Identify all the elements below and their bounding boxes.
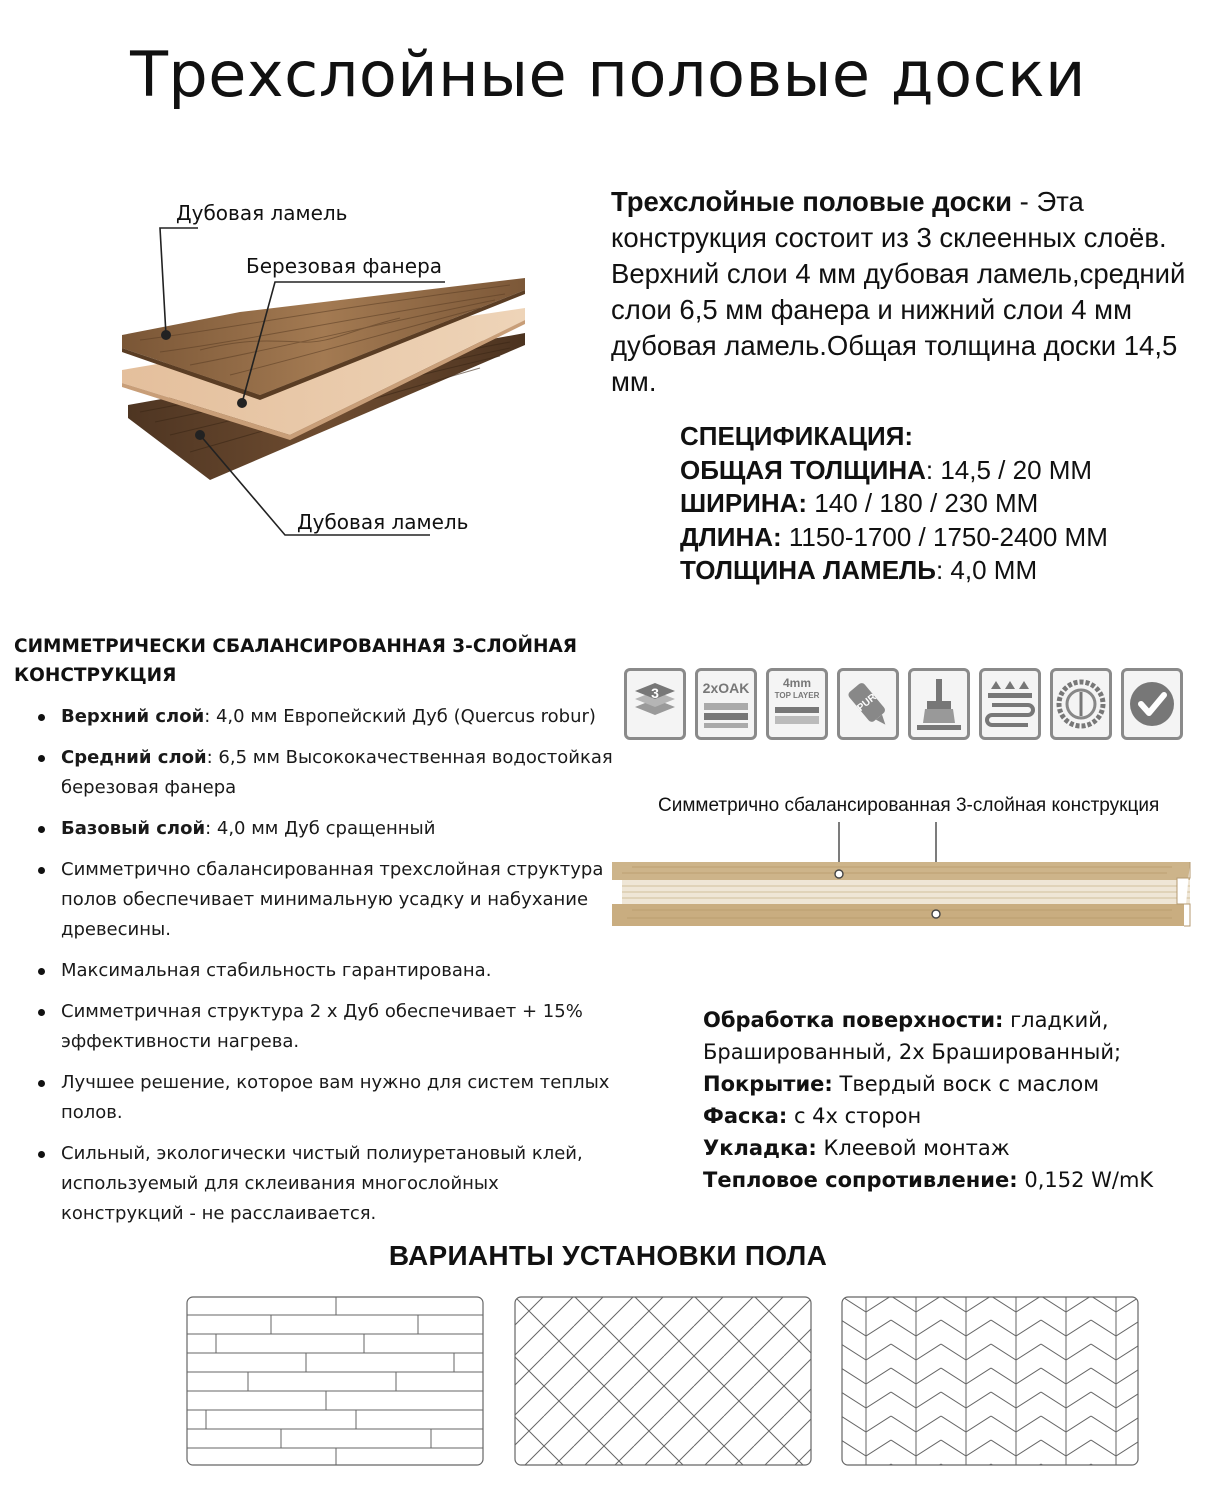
surface-key: Тепловое сопротивление:	[703, 1168, 1018, 1192]
list-item-text: Симметрично сбалансированная трехслойная структура полов обеспечивает минимальную усадку и набухание древесины.	[61, 859, 604, 940]
list-item-text: Сильный, экологически чистый полиуретановый клей, используемый для склеивания многослойных конструкций - не расслаивается.	[61, 1143, 583, 1224]
icon-text: 3	[651, 685, 659, 701]
spec-sep: :	[925, 454, 941, 485]
spec-row	[680, 454, 1108, 488]
label-top-oak: Дубовая ламель	[176, 201, 348, 225]
spec-value: 4,0 ММ	[950, 555, 1038, 585]
surface-key: Покрытие:	[703, 1072, 833, 1096]
install-heading: ВАРИАНТЫ УСТАНОВКИ ПОЛА	[388, 1240, 828, 1271]
herringbone-pattern	[514, 1296, 812, 1466]
surface-row	[703, 1068, 1203, 1100]
surface-key: Укладка:	[703, 1136, 817, 1160]
spec-heading: СПЕЦИФИКАЦИЯ:	[680, 421, 914, 451]
spec-row	[680, 487, 1108, 521]
symmetric-heading: СИММЕТРИЧЕСКИ СБАЛАНСИРОВАННАЯ 3-СЛОЙНАЯ КОНСТРУКЦИЯ	[14, 636, 578, 686]
surface-row	[703, 1004, 1203, 1068]
plank-pattern	[186, 1296, 484, 1466]
board-caption: Симметрично сбалансированная 3-слойная конструкция	[658, 795, 1160, 816]
list-item-bold: Базовый слой	[61, 818, 206, 839]
list-item	[14, 1068, 626, 1128]
list-item	[14, 997, 626, 1057]
spec-key: ШИРИНА:	[680, 488, 808, 518]
spec-value: 1150-1700 / 1750-2400 ММ	[788, 521, 1108, 552]
spec-row	[680, 521, 1108, 555]
list-item-bold: Средний слой	[61, 747, 207, 768]
list-item	[14, 855, 626, 945]
list-item-text: : 6,5 мм Высококачественная водостойкая березовая фанера	[61, 747, 613, 798]
surface-value: Твердый воск с маслом	[832, 1072, 1100, 1096]
underfloor-heating-icon	[979, 668, 1041, 740]
page-title: Трехслойные половые доски	[130, 38, 1086, 111]
icon-text: 4mm	[782, 676, 812, 690]
brush-icon	[908, 668, 970, 740]
label-bottom-oak: Дубовая ламель	[297, 510, 469, 534]
stability-ring-icon	[1050, 668, 1112, 740]
spec-key: ДЛИНА:	[680, 521, 782, 552]
list-item	[14, 814, 626, 844]
surface-row	[703, 1164, 1203, 1196]
spec-value: 140 / 180 / 230 ММ	[814, 488, 1039, 518]
spec-sep: :	[935, 555, 951, 585]
surface-value: Клеевой монтаж	[816, 1136, 1010, 1160]
list-item-text: : 4,0 мм Европейский Дуб (Quercus robur)	[204, 706, 596, 727]
surface-value: 0,152 W/mK	[1017, 1168, 1154, 1192]
list-item	[14, 1139, 626, 1229]
spec-key: ТОЛЩИНА ЛАМЕЛЬ	[680, 555, 936, 585]
surface-row	[703, 1100, 1203, 1132]
icon-subtext: TOP LAYER	[774, 691, 820, 700]
surface-value: гладкий, Брашированный, 2х Брашированный;	[703, 1008, 1122, 1064]
list-item-bold: Верхний слой	[61, 706, 205, 727]
list-item-text: : 4,0 мм Дуб сращенный	[205, 818, 436, 839]
layers-3-icon	[624, 668, 686, 740]
surface-properties	[703, 1004, 1203, 1196]
list-item-text: Симметричная структура 2 х Дуб обеспечивает + 15% эффективности нагрева.	[61, 1001, 583, 1052]
list-item	[14, 743, 626, 803]
intro-bold: Трехслойные половые доски	[611, 186, 1013, 217]
chevron-pattern	[841, 1296, 1139, 1466]
spec-row	[680, 554, 1108, 588]
specification-block	[680, 420, 1108, 588]
checkmark-icon	[1121, 668, 1183, 740]
layers-diagram	[100, 190, 540, 550]
feature-list	[14, 702, 626, 1240]
top-layer-icon	[766, 668, 828, 740]
label-plywood: Березовая фанера	[246, 254, 443, 278]
board-cross-section	[612, 812, 1202, 937]
surface-row	[703, 1132, 1203, 1164]
list-item	[14, 956, 626, 986]
surface-key: Обработка поверхности:	[703, 1008, 1004, 1032]
intro-paragraph	[611, 184, 1211, 400]
list-item-text: Лучшее решение, которое вам нужно для систем теплых полов.	[61, 1072, 610, 1123]
icon-text: PUR	[855, 691, 879, 714]
surface-key: Фаска:	[703, 1104, 788, 1128]
surface-value: с 4х сторон	[787, 1104, 922, 1128]
list-item	[14, 702, 626, 732]
two-oak-icon	[695, 668, 757, 740]
intro-text: - Эта конструкция состоит из 3 склеенных слоёв. Верхний слои 4 мм дубовая ламель,средний слои 6,5 мм фанера и нижний слои 4 мм дубовая ламель.Общая толщина доски 14,5 мм.	[611, 186, 1186, 397]
spec-key: ОБЩАЯ ТОЛЩИНА	[680, 454, 926, 485]
icon-text: 2xOAK	[702, 680, 750, 696]
list-item-text: Максимальная стабильность гарантирована.	[61, 960, 492, 981]
spec-sep	[782, 522, 789, 552]
spec-value: 14,5 / 20 ММ	[940, 454, 1093, 485]
pur-glue-icon	[837, 668, 899, 740]
